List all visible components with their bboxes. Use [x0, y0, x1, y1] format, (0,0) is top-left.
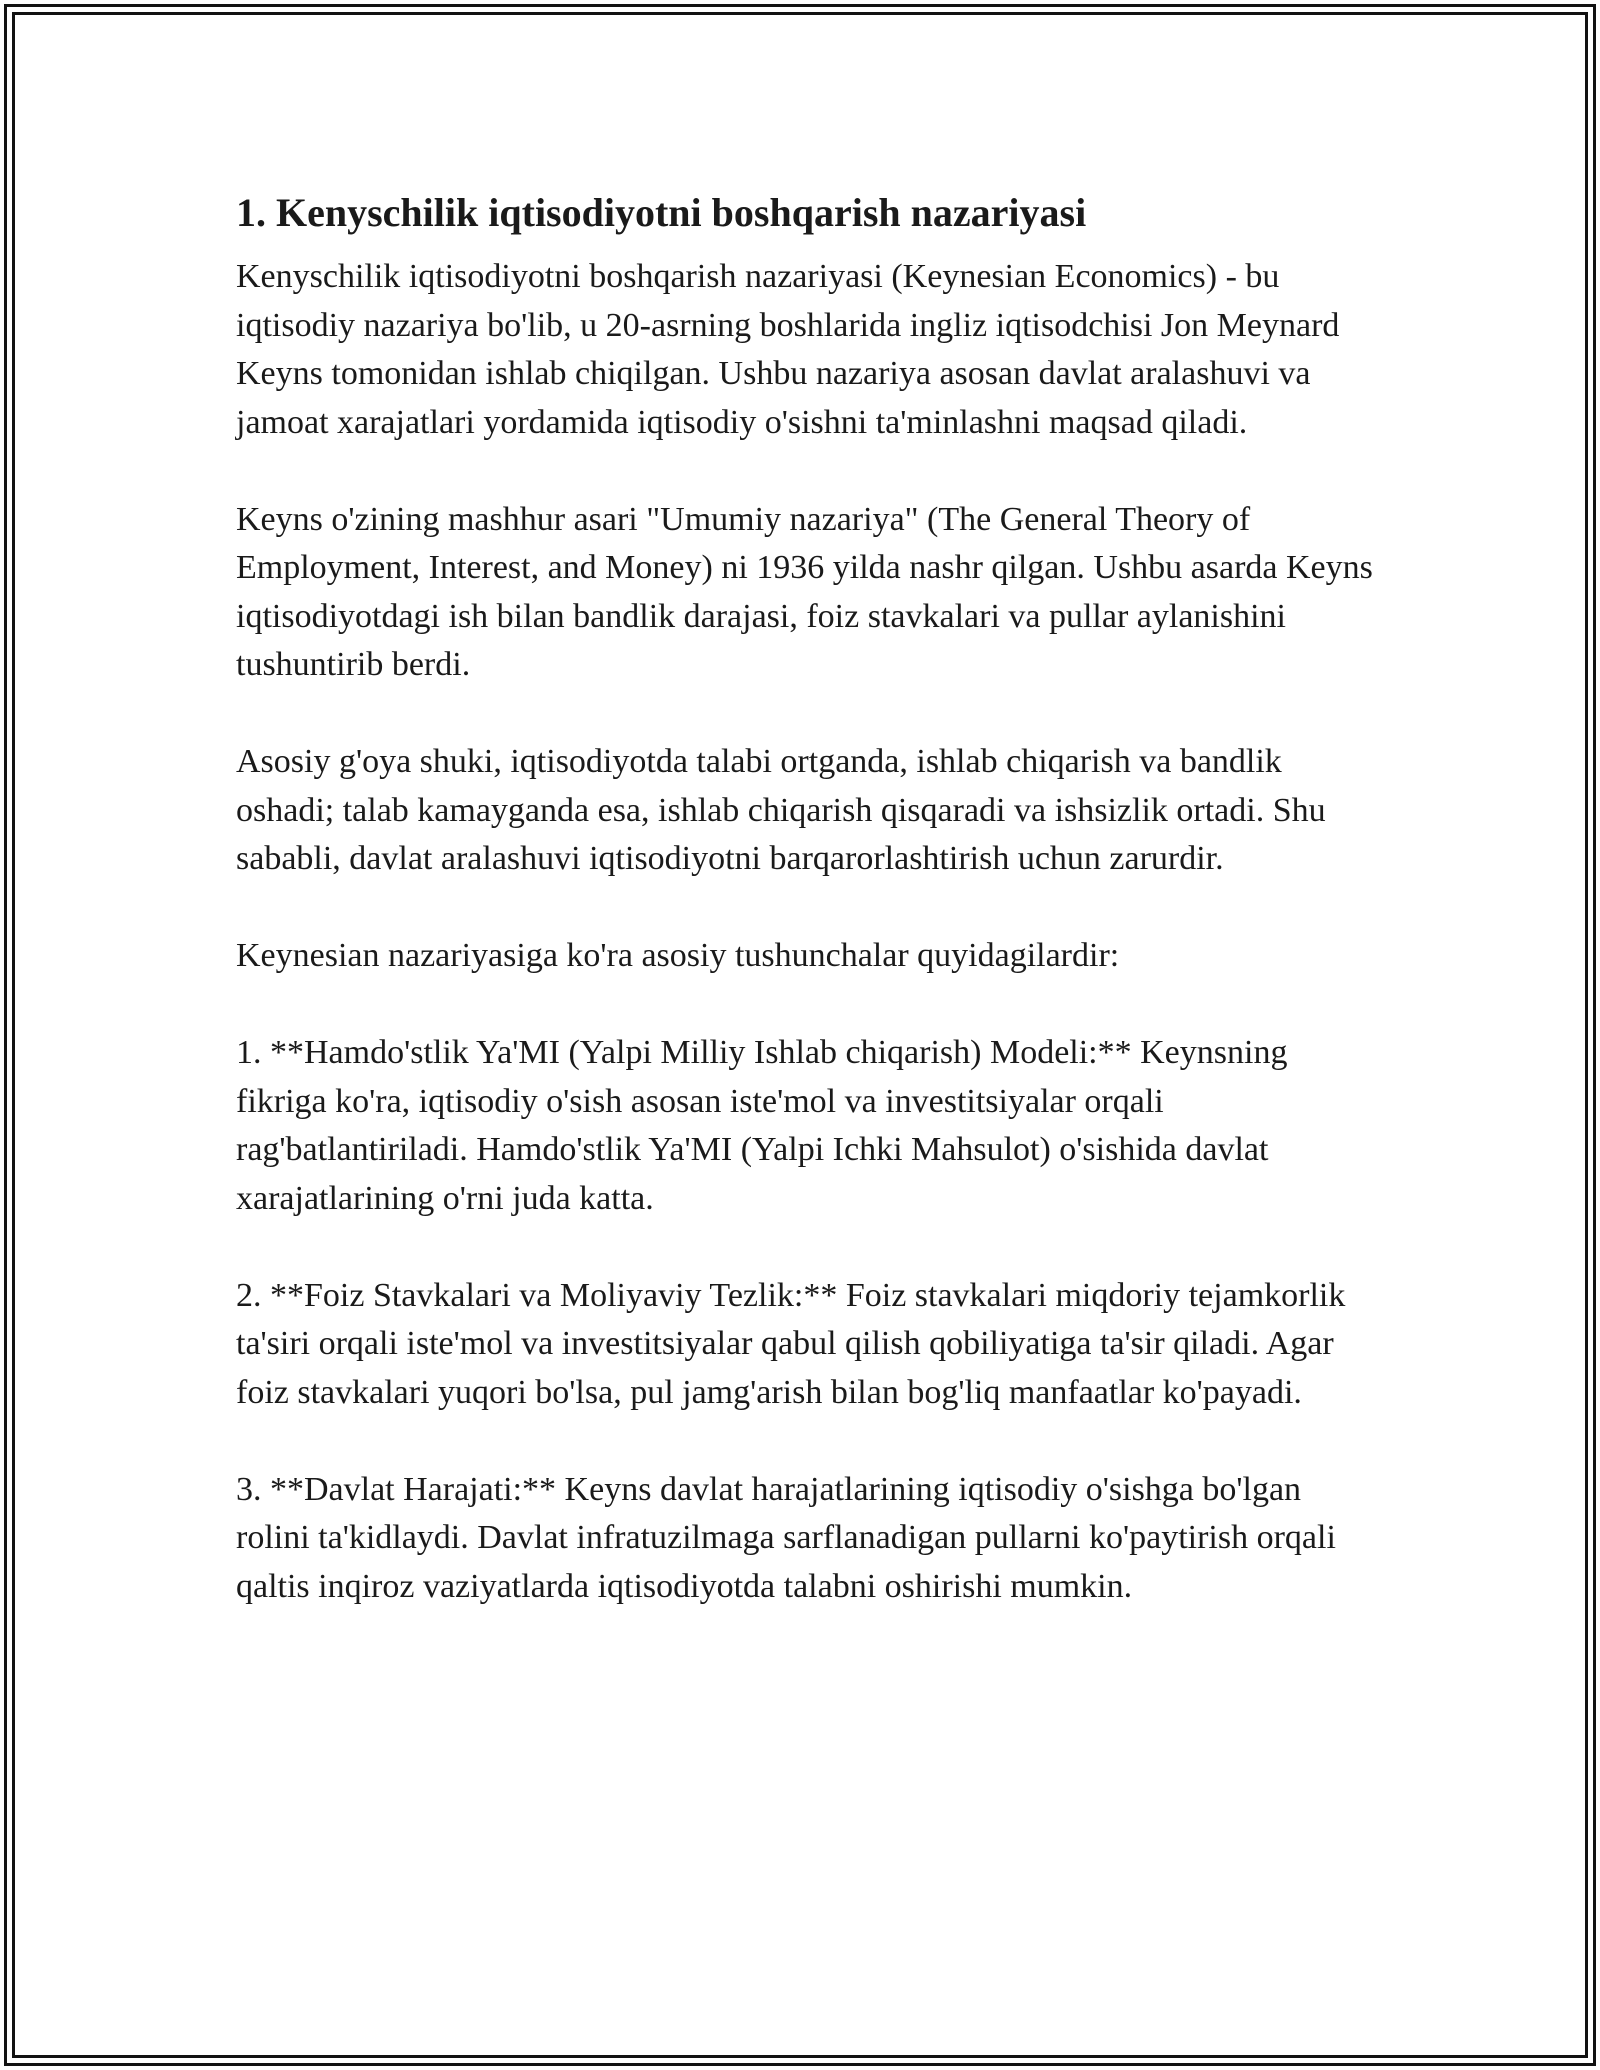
paragraph-intro: Kenyschilik iqtisodiyotni boshqarish nazariyasi (Keynesian Economics) - bu iqtisodiy nazariya bo'lib, u 20-asrning boshlarida ingliz iqtisodchisi Jon Meynard Keyns tomonidan ishlab chiqilgan. Ushbu nazariya asosan davlat aralashuvi va jamoat xarajatlari yordamida iqtisodiy o'sishni ta'minlashni maqsad qiladi.: [236, 258, 1340, 441]
paragraph-concepts-intro: Keynesian nazariyasiga ko'ra asosiy tushunchalar quyidagilardir:: [236, 937, 1120, 974]
list-item-gdp-model: 1. **Hamdo'stlik Ya'MI (Yalpi Milliy Ishlab chiqarish) Modeli:** Keynsning fikriga ko'ra, iqtisodiy o'sish asosan iste'mol va investitsiyalar orqali rag'batlantiriladi. Hamdo'stlik Ya'MI (Yalpi Ichki Mahsulot) o'sishida davlat xarajatlarining o'rni juda katta.: [236, 1034, 1288, 1217]
document-body: [236, 185, 1376, 1611]
list-item-government-spending: 3. **Davlat Harajati:** Keyns davlat harajatlarining iqtisodiy o'sishga bo'lgan rolini ta'kidlaydi. Davlat infratuzilmaga sarflanadigan pullarni ko'paytirish orqali qaltis inqiroz vaziyatlarda iqtisodiyotda talabni oshirishi mumkin.: [236, 1470, 1336, 1605]
list-item-interest-rates: 2. **Foiz Stavkalari va Moliyaviy Tezlik:** Foiz stavkalari miqdoriy tejamkorlik ta'siri orqali iste'mol va investitsiyalar qabul qilish qobiliyatiga ta'sir qiladi. Agar foiz stavkalari yuqori bo'lsa, pul jamg'arish bilan bog'liq manfaatlar ko'payadi.: [236, 1276, 1346, 1411]
paragraph-general-theory: Keyns o'zining mashhur asari "Umumiy nazariya" (The General Theory of Employment, Interest, and Money) ni 1936 yilda nashr qilgan. Ushbu asarda Keyns iqtisodiyotdagi ish bilan bandlik darajasi, foiz stavkalari va pullar aylanishini tushuntirib berdi.: [236, 500, 1373, 683]
paragraph-main-idea: Asosiy g'oya shuki, iqtisodiyotda talabi ortganda, ishlab chiqarish va bandlik oshadi; talab kamayganda esa, ishlab chiqarish qisqaradi va ishsizlik ortadi. Shu sababli, davlat aralashuvi iqtisodiyotni barqarorlashtirish uchun zarurdir.: [236, 743, 1326, 877]
page-title: 1. Kenyschilik iqtisodiyotni boshqarish nazariyasi: [236, 190, 1087, 235]
